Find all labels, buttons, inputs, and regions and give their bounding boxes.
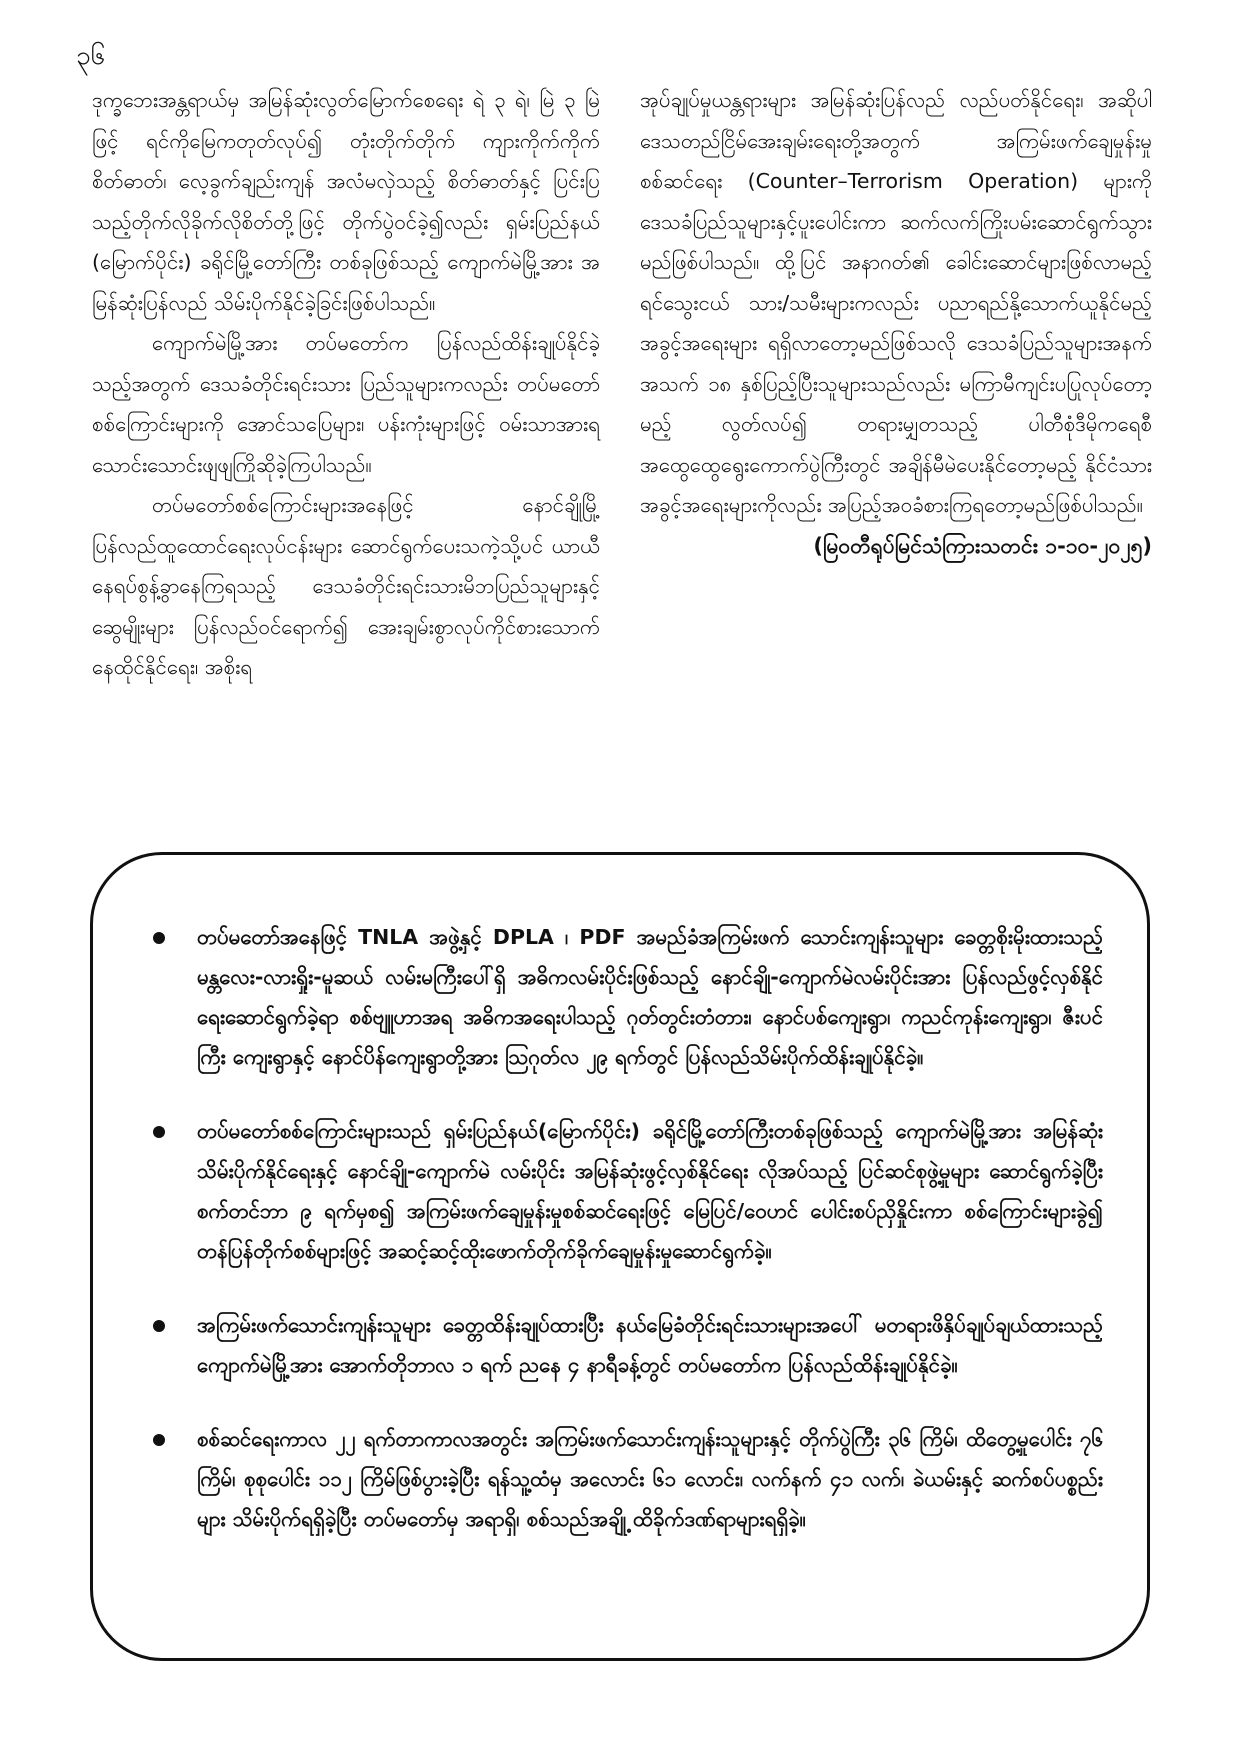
summary-item (153, 1111, 1103, 1271)
summary-list (153, 917, 1103, 1539)
summary-text: တပ်မတော်စစ်ကြောင်းများသည် ရှမ်းပြည်နယ်(မြောက်ပိုင်း) ခရိုင်မြို့တော်ကြီးတစ်ခုဖြစ်သည့် ကျောက်မဲမြို့အား အမြန်ဆုံးသိမ်းပိုက်နိုင်ရေးနှင့် နောင်ချို-ကျောက်မဲ လမ်းပိုင်း အမြန်ဆုံးဖွင့်လှစ်နိုင်ရေး လိုအပ်သည့် ပြင်ဆင်စုဖွဲ့မှုများ ဆောင်ရွက်ခဲ့ပြီး စက်တင်ဘာ ၉ ရက်မှစ၍ အကြမ်းဖက်ချေမှုန်းမှုစစ်ဆင်ရေးဖြင့် မြေပြင်/ဝေဟင် ပေါင်းစပ်ညှိနှိုင်းကာ စစ်ကြောင်းများခွဲ၍ တန်ပြန်တိုက်စစ်များဖြင့် အဆင့်ဆင့်ထိုးဖောက်တိုက်ခိုက်ချေမှုန်းမှုဆောင်ရွက်ခဲ့။ (197, 1119, 1103, 1263)
bullet-icon (153, 1320, 165, 1332)
summary-item (153, 1305, 1103, 1385)
summary-item (153, 917, 1103, 1077)
page-number: ၃၆ (76, 41, 106, 71)
left-column (92, 80, 600, 688)
source-citation: (မြဝတီရုပ်မြင်သံကြားသတင်း ၁-၁၀-၂၀၂၅) (813, 533, 1152, 558)
bullet-icon (153, 1126, 165, 1138)
paragraph: ဒုက္ခဘေးအန္တရာယ်မှ အမြန်ဆုံးလွတ်မြောက်စေရေး ရဲ ၃ ရဲ၊ မြဲ ၃ မြဲဖြင့် ရင်ကိုမြေကတုတ်လုပ်၍ တုံးတိုက်တိုက် ကျားကိုက်ကိုက်စိတ်ဓာတ်၊ လေ့ခွက်ချည်းကျန် အလံမလှဲသည့် စိတ်ဓာတ်နှင့် ပြင်းပြသည့်တိုက်လိုခိုက်လိုစိတ်တို့ဖြင့် တိုက်ပွဲဝင်ခဲ့၍လည်း ရှမ်းပြည်နယ် (မြောက်ပိုင်း) ခရိုင်မြို့တော်ကြီး တစ်ခုဖြစ်သည့် ကျောက်မဲမြို့အား အမြန်ဆုံးပြန်လည် သိမ်းပိုက်နိုင်ခဲ့ခြင်းဖြစ်ပါသည်။ (92, 88, 600, 315)
summary-text: တပ်မတော်အနေဖြင့် TNLA အဖွဲ့နှင့် DPLA ၊ PDF အမည်ခံအကြမ်းဖက် သောင်းကျန်းသူများ ခေတ္တစိုးမိုးထားသည့် မန္တလေး-လားရှိုး-မူဆယ် လမ်းမကြီးပေါ်ရှိ အဓိကလမ်းပိုင်းဖြစ်သည့် နောင်ချို-ကျောက်မဲလမ်းပိုင်းအား ပြန်လည်ဖွင့်လှစ်နိုင်ရေးဆောင်ရွက်ခဲ့ရာ စစ်ဗျူဟာအရ အဓိကအရေးပါသည့် ဂုတ်တွင်းတံတား၊ နောင်ပစ်ကျေးရွာ၊ ကညင်ကုန်းကျေးရွာ၊ ဇီးပင်ကြီး ကျေးရွာနှင့် နောင်ပိန်ကျေးရွာတို့အား ဩဂုတ်လ ၂၉ ရက်တွင် ပြန်လည်သိမ်းပိုက်ထိန်းချုပ်နိုင်ခဲ့။ (197, 925, 1103, 1069)
summary-box (90, 852, 1150, 1661)
paragraph: အုပ်ချုပ်မှုယန္တရားများ အမြန်ဆုံးပြန်လည် လည်ပတ်နိုင်ရေး၊ အဆိုပါဒေသတည်ငြိမ်အေးချမ်းရေးတို့အတွက် အကြမ်းဖက်ချေမှုန်းမှုစစ်ဆင်ရေး (Counter–Terrorism Operation) များကို ဒေသခံပြည်သူများနှင့်ပူးပေါင်းကာ ဆက်လက်ကြိုးပမ်းဆောင်ရွက်သွားမည်ဖြစ်ပါသည်။ ထို့ပြင် အနာဂတ်၏ ခေါင်းဆောင်များဖြစ်လာမည့် ရင်သွေးငယ် သား/သမီးများကလည်း ပညာရည်နို့သောက်ယူနိုင်မည့်အခွင့်အရေးများ ရရှိလာတော့မည်ဖြစ်သလို ဒေသခံပြည်သူများအနက် အသက် ၁၈ နှစ်ပြည့်ပြီးသူများသည်လည်း မကြာမီကျင်းပပြုလုပ်တော့မည့် လွတ်လပ်၍ တရားမျှတသည့် ပါတီစုံဒီမိုကရေစီ အထွေထွေရွေးကောက်ပွဲကြီးတွင် အချိန်မီမဲပေးနိုင်တော့မည့် နိုင်ငံသားအခွင့်အရေးများကိုလည်း အပြည့်အဝခံစားကြရတော့မည်ဖြစ်ပါသည်။ (640, 88, 1152, 517)
bullet-icon (153, 1434, 165, 1446)
summary-text: စစ်ဆင်ရေးကာလ ၂၂ ရက်တာကာလအတွင်း အကြမ်းဖက်သောင်းကျန်းသူများနှင့် တိုက်ပွဲကြီး ၃၆ ကြိမ်၊ ထိတွေ့မှုပေါင်း ၇၆ ကြိမ်၊ စုစုပေါင်း ၁၁၂ ကြိမ်ဖြစ်ပွားခဲ့ပြီး ရန်သူ့ထံမှ အလောင်း ၆၁ လောင်း၊ လက်နက် ၄၁ လက်၊ ခဲယမ်းနှင့် ဆက်စပ်ပစ္စည်းများ သိမ်းပိုက်ရရှိခဲ့ပြီး တပ်မတော်မှ အရာရှိ၊ စစ်သည်အချို့ ထိခိုက်ဒဏ်ရာများရရှိခဲ့။ (197, 1427, 1103, 1531)
summary-item (153, 1419, 1103, 1539)
summary-text: အကြမ်းဖက်သောင်းကျန်းသူများ ခေတ္တထိန်းချုပ်ထားပြီး နယ်မြေခံတိုင်းရင်းသားများအပေါ် မတရားဖိနှိပ်ချုပ်ချယ်ထားသည့် ကျောက်မဲမြို့အား အောက်တိုဘာလ ၁ ရက် ညနေ ၄ နာရီခန့်တွင် တပ်မတော်က ပြန်လည်ထိန်းချုပ်နိုင်ခဲ့။ (197, 1313, 1103, 1377)
paragraph: တပ်မတော်စစ်ကြောင်းများအနေဖြင့် နောင်ချိုမြို့ ပြန်လည်ထူထောင်ရေးလုပ်ငန်းများ ဆောင်ရွက်ပေးသကဲ့သို့ပင် ယာယီနေရပ်စွန့်ခွာနေကြရသည့် ဒေသခံတိုင်းရင်းသားမိဘပြည်သူများနှင့် ဆွေမျိုးများ ပြန်လည်ဝင်ရောက်၍ အေးချမ်းစွာလုပ်ကိုင်စားသောက်နေထိုင်နိုင်ရေး၊ အစိုးရ (92, 493, 600, 679)
bullet-icon (153, 932, 165, 944)
paragraph: ကျောက်မဲမြို့အား တပ်မတော်က ပြန်လည်ထိန်းချုပ်နိုင်ခဲ့သည့်အတွက် ဒေသခံတိုင်းရင်းသား ပြည်သူများကလည်း တပ်မတော်စစ်ကြောင်းများကို အောင်သပြေများ၊ ပန်းကုံးများဖြင့် ဝမ်းသာအားရ သောင်းသောင်းဖျဖျကြိုဆိုခဲ့ကြပါသည်။ (92, 331, 600, 477)
right-column (640, 80, 1152, 566)
